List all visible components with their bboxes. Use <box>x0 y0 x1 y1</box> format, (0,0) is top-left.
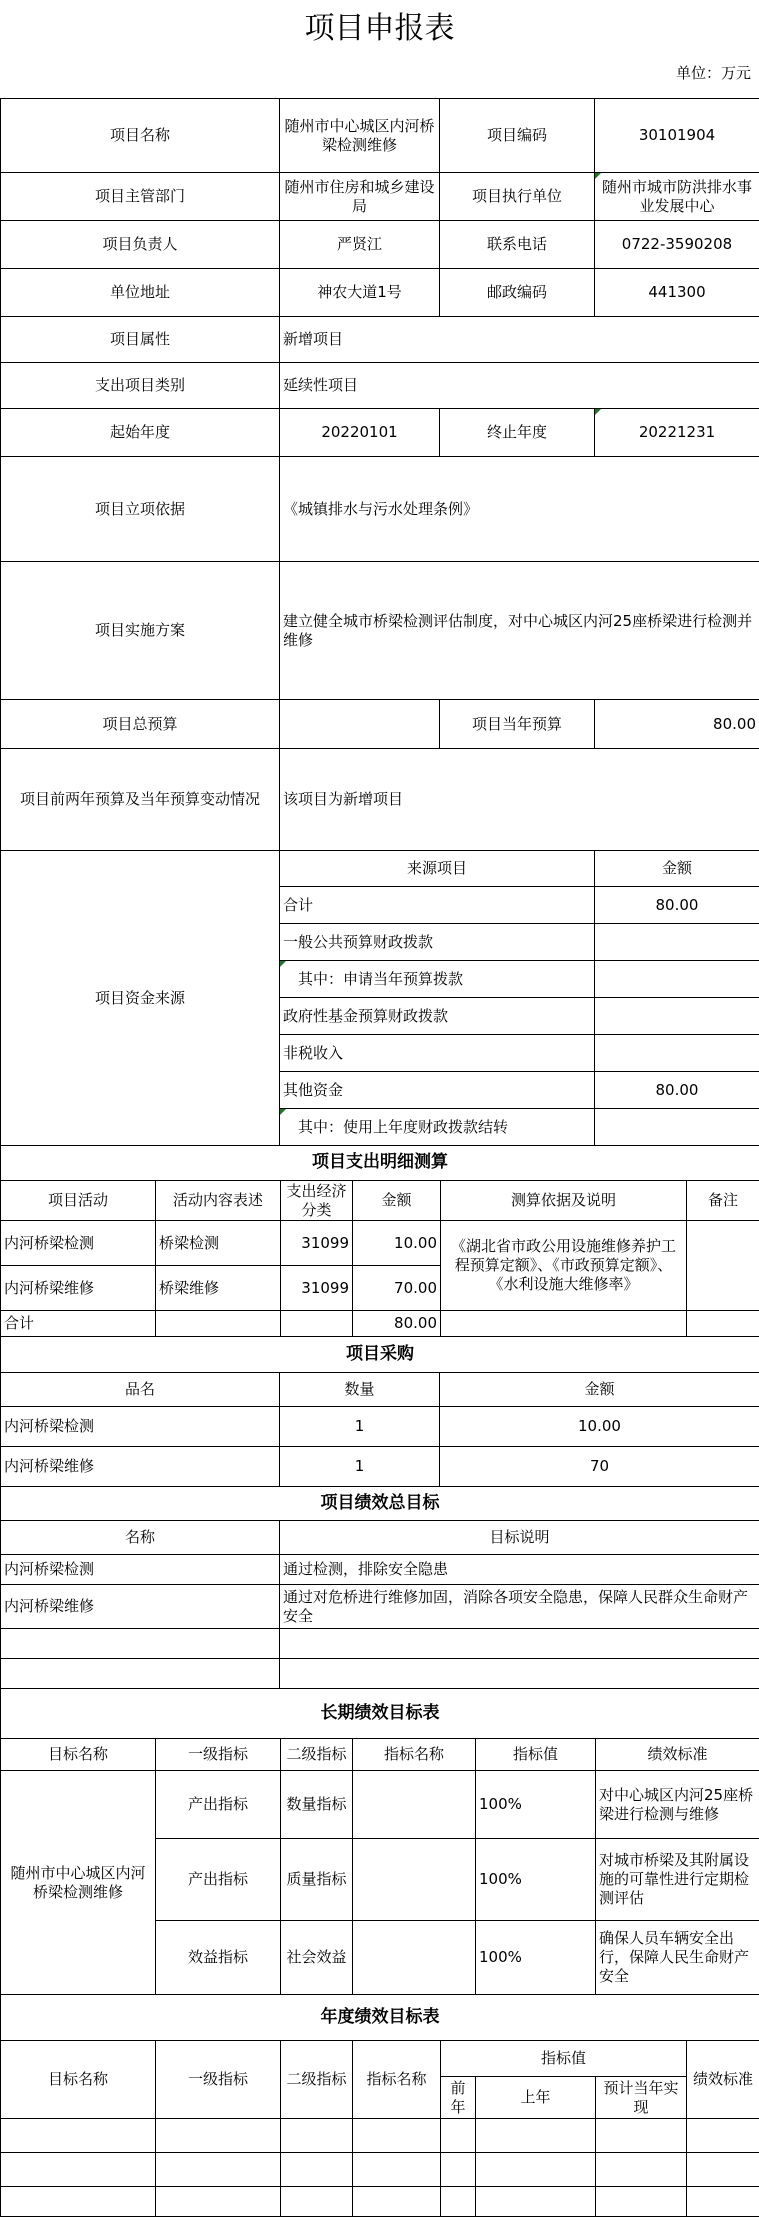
project-name-label: 项目名称 <box>1 99 280 173</box>
perf-total-empty <box>280 1659 759 1689</box>
funding-row-amount: 80.00 <box>595 887 759 924</box>
annual-empty-cell <box>1 2187 156 2217</box>
long-term-header: 一级指标 <box>156 1739 281 1771</box>
detail-header: 活动内容表述 <box>156 1181 281 1221</box>
detail-table <box>0 1145 759 1337</box>
budget-change-value: 该项目为新增项目 <box>280 749 759 851</box>
funding-row-name: 政府性基金预算财政拨款 <box>280 998 595 1035</box>
annual-header-l1: 一级指标 <box>156 2041 281 2119</box>
procurement-amount: 10.00 <box>440 1407 759 1447</box>
detail-content: 桥梁维修 <box>156 1266 281 1311</box>
project-code-value: 30101904 <box>595 99 759 173</box>
basic-info-table <box>0 98 759 700</box>
annual-empty-cell <box>353 2153 441 2187</box>
annual-empty-cell <box>281 2187 353 2217</box>
long-term-l2: 社会效益 <box>281 1921 353 1995</box>
annual-empty-cell <box>687 2153 759 2187</box>
annual-header-value: 指标值 <box>441 2041 687 2077</box>
perf-total-header: 目标说明 <box>280 1521 759 1555</box>
annual-empty-cell <box>596 2119 687 2153</box>
procurement-table <box>0 1336 759 1487</box>
basis-value: 《城镇排水与污水处理条例》 <box>280 457 759 562</box>
end-label: 终止年度 <box>440 409 595 457</box>
procurement-header: 金额 <box>440 1373 759 1407</box>
procurement-name: 内河桥梁维修 <box>1 1447 280 1487</box>
project-code-label: 项目编码 <box>440 99 595 173</box>
annual-empty-cell <box>353 2119 441 2153</box>
long-term-header: 指标值 <box>476 1739 596 1771</box>
perf-total-empty <box>280 1629 759 1659</box>
funding-row-name: 一般公共预算财政拨款 <box>280 924 595 961</box>
annual-empty-cell <box>1 2119 156 2153</box>
annual-empty-cell <box>281 2153 353 2187</box>
total-budget-label: 项目总预算 <box>1 700 280 749</box>
annual-empty-cell <box>156 2153 281 2187</box>
long-term-l1: 效益指标 <box>156 1921 281 1995</box>
long-term-standard: 确保人员车辆安全出行，保障人民生命财产安全 <box>596 1921 759 1995</box>
procurement-name: 内河桥梁检测 <box>1 1407 280 1447</box>
funding-row-amount <box>595 1109 759 1146</box>
year-budget-label: 项目当年预算 <box>440 700 595 749</box>
end-value: 20221231 <box>595 409 759 457</box>
total-budget-value <box>280 700 440 749</box>
budget-table <box>0 699 759 851</box>
long-term-indicator <box>353 1771 476 1839</box>
long-term-header: 绩效标准 <box>596 1739 759 1771</box>
detail-activity: 内河桥梁检测 <box>1 1221 156 1266</box>
perf-total-desc: 通过检测，排除安全隐患 <box>280 1555 759 1585</box>
annual-empty-cell <box>596 2187 687 2217</box>
annual-empty-cell <box>596 2153 687 2187</box>
start-label: 起始年度 <box>1 409 280 457</box>
perf-total-desc: 通过对危桥进行维修加固，消除各项安全隐患，保障人民群众生命财产安全 <box>280 1585 759 1629</box>
annual-header-standard: 绩效标准 <box>687 2041 759 2119</box>
annual-empty-cell <box>476 2153 596 2187</box>
detail-amount: 10.00 <box>353 1221 441 1266</box>
detail-total-label: 合计 <box>1 1311 156 1337</box>
perf-total-section-title: 项目绩效总目标 <box>1 1487 759 1521</box>
phone-value: 0722-3590208 <box>595 221 759 269</box>
start-value: 20220101 <box>280 409 440 457</box>
long-term-table <box>0 1688 759 1995</box>
attr-label: 项目属性 <box>1 317 280 363</box>
long-term-l1: 产出指标 <box>156 1771 281 1839</box>
zip-label: 邮政编码 <box>440 269 595 317</box>
funding-row-amount <box>595 998 759 1035</box>
annual-header-prev: 前年 <box>441 2077 476 2119</box>
perf-total-empty <box>1 1659 280 1689</box>
annual-table <box>0 1994 759 2217</box>
detail-total-empty <box>156 1311 281 1337</box>
basis-label: 项目立项依据 <box>1 457 280 562</box>
procurement-header: 品名 <box>1 1373 280 1407</box>
plan-value: 建立健全城市桥梁检测评估制度，对中心城区内河25座桥梁进行检测并维修 <box>280 562 759 700</box>
funding-row-name: 其中：使用上年度财政拨款结转 <box>280 1109 595 1146</box>
annual-empty-cell <box>156 2187 281 2217</box>
long-term-indicator <box>353 1921 476 1995</box>
long-term-value: 100% <box>476 1839 596 1921</box>
detail-content: 桥梁检测 <box>156 1221 281 1266</box>
annual-empty-cell <box>687 2187 759 2217</box>
address-label: 单位地址 <box>1 269 280 317</box>
project-name-value: 随州市中心城区内河桥梁检测维修 <box>280 99 440 173</box>
annual-empty-cell <box>441 2119 476 2153</box>
perf-total-name: 内河桥梁维修 <box>1 1585 280 1629</box>
procurement-amount: 70 <box>440 1447 759 1487</box>
perf-total-table <box>0 1486 759 1689</box>
attr-value: 新增项目 <box>280 317 759 363</box>
long-term-l2: 质量指标 <box>281 1839 353 1921</box>
funding-row-amount <box>595 924 759 961</box>
annual-header-name: 指标名称 <box>353 2041 441 2119</box>
year-budget-value: 80.00 <box>595 700 759 749</box>
detail-section-title: 项目支出明细测算 <box>1 1146 759 1181</box>
zip-value: 441300 <box>595 269 759 317</box>
long-term-standard: 对中心城区内河25座桥梁进行检测与维修 <box>596 1771 759 1839</box>
annual-header-l2: 二级指标 <box>281 2041 353 2119</box>
dept-label: 项目主管部门 <box>1 173 280 221</box>
procurement-qty: 1 <box>280 1407 440 1447</box>
funding-row-amount <box>595 1035 759 1072</box>
leader-label: 项目负责人 <box>1 221 280 269</box>
category-label: 支出项目类别 <box>1 363 280 409</box>
perf-total-header: 名称 <box>1 1521 280 1555</box>
funding-source-header: 来源项目 <box>280 851 595 887</box>
long-term-section-title: 长期绩效目标表 <box>1 1689 759 1739</box>
procurement-qty: 1 <box>280 1447 440 1487</box>
long-term-l1: 产出指标 <box>156 1839 281 1921</box>
perf-total-empty <box>1 1629 280 1659</box>
long-term-standard: 对城市桥梁及其附属设施的可靠性进行定期检测评估 <box>596 1839 759 1921</box>
annual-section-title: 年度绩效目标表 <box>1 1995 759 2041</box>
detail-header: 备注 <box>687 1181 759 1221</box>
funding-row-name: 其中：申请当年预算拨款 <box>280 961 595 998</box>
annual-empty-cell <box>441 2153 476 2187</box>
detail-header: 金额 <box>353 1181 441 1221</box>
funding-row-amount <box>595 961 759 998</box>
procurement-header: 数量 <box>280 1373 440 1407</box>
funding-row-name: 其他资金 <box>280 1072 595 1109</box>
annual-header-forecast: 预计当年实现 <box>596 2077 687 2119</box>
funding-row-amount: 80.00 <box>595 1072 759 1109</box>
detail-note <box>687 1221 759 1311</box>
exec-unit-value: 随州市城市防洪排水事业发展中心 <box>595 173 759 221</box>
address-value: 神农大道1号 <box>280 269 440 317</box>
detail-basis: 《湖北省市政公用设施维修养护工程预算定额》、《市政预算定额》、《水利设施大维修率》 <box>441 1221 687 1311</box>
procurement-section-title: 项目采购 <box>1 1337 759 1373</box>
annual-header-last: 上年 <box>476 2077 596 2119</box>
long-term-header: 指标名称 <box>353 1739 476 1771</box>
long-term-l2: 数量指标 <box>281 1771 353 1839</box>
annual-empty-cell <box>156 2119 281 2153</box>
funding-row-name: 合计 <box>280 887 595 924</box>
detail-total-empty <box>441 1311 687 1337</box>
funding-label: 项目资金来源 <box>1 851 280 1146</box>
long-term-header: 目标名称 <box>1 1739 156 1771</box>
detail-activity: 内河桥梁维修 <box>1 1266 156 1311</box>
detail-total-empty <box>281 1311 353 1337</box>
detail-header: 项目活动 <box>1 1181 156 1221</box>
annual-empty-cell <box>476 2119 596 2153</box>
detail-header: 测算依据及说明 <box>441 1181 687 1221</box>
annual-empty-cell <box>353 2187 441 2217</box>
funding-amount-header: 金额 <box>595 851 759 887</box>
annual-empty-cell <box>281 2119 353 2153</box>
long-term-indicator <box>353 1839 476 1921</box>
long-term-value: 100% <box>476 1771 596 1839</box>
dept-value: 随州市住房和城乡建设局 <box>280 173 440 221</box>
leader-value: 严贤江 <box>280 221 440 269</box>
budget-change-label: 项目前两年预算及当年预算变动情况 <box>1 749 280 851</box>
annual-empty-cell <box>441 2187 476 2217</box>
page-title: 项目申报表 <box>304 11 455 46</box>
phone-label: 联系电话 <box>440 221 595 269</box>
annual-empty-cell <box>476 2187 596 2217</box>
long-term-value: 100% <box>476 1921 596 1995</box>
detail-amount: 70.00 <box>353 1266 441 1311</box>
exec-unit-label: 项目执行单位 <box>440 173 595 221</box>
annual-empty-cell <box>687 2119 759 2153</box>
perf-total-name: 内河桥梁检测 <box>1 1555 280 1585</box>
category-value: 延续性项目 <box>280 363 759 409</box>
detail-header: 支出经济分类 <box>281 1181 353 1221</box>
detail-total-amount: 80.00 <box>353 1311 441 1337</box>
plan-label: 项目实施方案 <box>1 562 280 700</box>
long-term-target-name: 随州市中心城区内河桥梁检测维修 <box>1 1771 156 1995</box>
long-term-header: 二级指标 <box>281 1739 353 1771</box>
detail-total-empty <box>687 1311 759 1337</box>
detail-econ: 31099 <box>281 1266 353 1311</box>
funding-table <box>0 850 759 1146</box>
unit-label: 单位：万元 <box>675 64 751 82</box>
detail-econ: 31099 <box>281 1221 353 1266</box>
annual-header-target: 目标名称 <box>1 2041 156 2119</box>
funding-row-name: 非税收入 <box>280 1035 595 1072</box>
annual-empty-cell <box>1 2153 156 2187</box>
